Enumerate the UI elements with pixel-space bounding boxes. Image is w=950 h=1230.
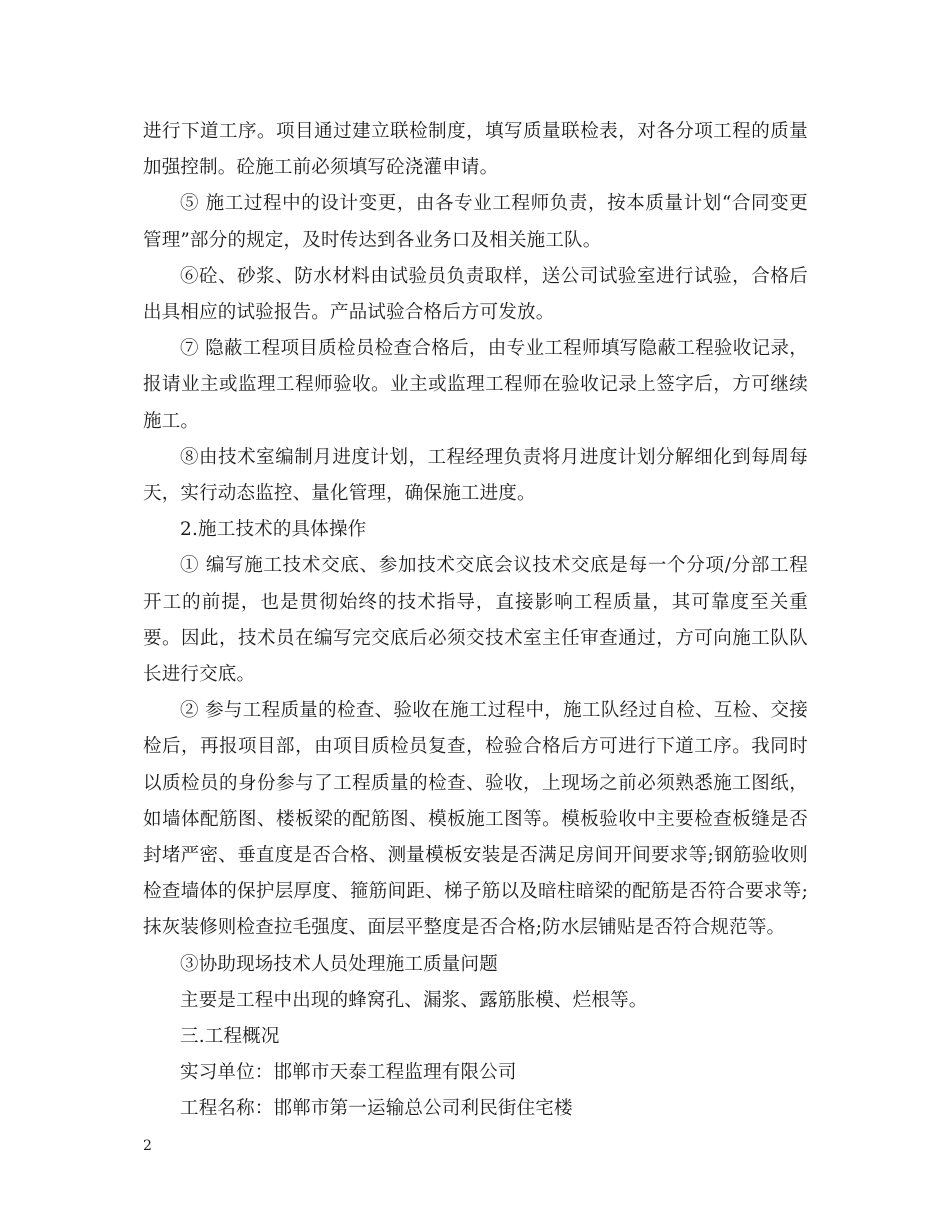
paragraph-quality-inspection: ② 参与工程质量的检查、验收在施工过程中，施工队经过自检、互检、交接检后，再报项目部，由项目质检员复查，检验合格后方可进行下道工序。我同时以质检员的身份参与了工程质量的检查、验收，上现场之前必须熟悉施工图纸，如墙体配筋图、楼板梁的配筋图、模板施工图等。模板验收中主要检查板缝是否封堵严密、垂直度是否合格、测量模板安装是否满足房间开间要求等;钢筋验收则检查墙体的保护层厚度、箍筋间距、梯子筋以及暗柱暗梁的配筋是否符合要求等;抹灰装修则检查拉毛强度、面层平整度是否合格;防水层铺贴是否符合规范等。 [143, 700, 808, 939]
paragraph-design-change: ⑤ 施工过程中的设计变更，由各专业工程师负责，按本质量计划“合同变更管理”部分的规定，及时传达到各业务口及相关施工队。 [143, 193, 808, 251]
section-heading-construction-technique: 2.施工技术的具体操作 [180, 519, 367, 541]
paragraph-internship-unit: 实习单位：邯郸市天泰工程监理有限公司 [180, 1062, 517, 1084]
paragraph-common-defects: 主要是工程中出现的蜂窝孔、漏浆、露筋胀模、烂根等。 [180, 989, 648, 1011]
paragraph-continued-quality-control: 进行下道工序。项目通过建立联检制度，填写质量联检表，对各分项工程的质量加强控制。砼施工前必须填写砼浇灌申请。 [143, 121, 808, 179]
paragraph-monthly-schedule: ⑧由技术室编制月进度计划，工程经理负责将月进度计划分解细化到每周每天，实行动态监控、量化管理，确保施工进度。 [143, 446, 808, 505]
paragraph-concealed-work-inspection: ⑦ 隐蔽工程项目质检员检查合格后，由专业工程师填写隐蔽工程验收记录，报请业主或监理工程师验收。业主或监理工程师在验收记录上签字后，方可继续施工。 [143, 338, 808, 432]
paragraph-project-name: 工程名称：邯郸市第一运输总公司利民街住宅楼 [180, 1098, 573, 1120]
section-heading-project-overview: 三.工程概况 [180, 1026, 280, 1048]
paragraph-technical-disclosure: ① 编写施工技术交底、参加技术交底会议技术交底是每一个分项/分部工程开工的前提，也是贯彻始终的技术指导，直接影响工程质量，其可靠度至关重要。因此，技术员在编写完交底后必须交技术室主任审查通过，方可向施工队队长进行交底。 [143, 555, 808, 686]
page-number: 2 [143, 1138, 152, 1154]
document-body [143, 114, 808, 1128]
paragraph-assist-quality-problems: ③协助现场技术人员处理施工质量问题 [180, 953, 498, 975]
paragraph-material-testing: ⑥砼、砂浆、防水材料由试验员负责取样，送公司试验室进行试验，合格后出具相应的试验报告。产品试验合格后方可发放。 [143, 265, 808, 324]
